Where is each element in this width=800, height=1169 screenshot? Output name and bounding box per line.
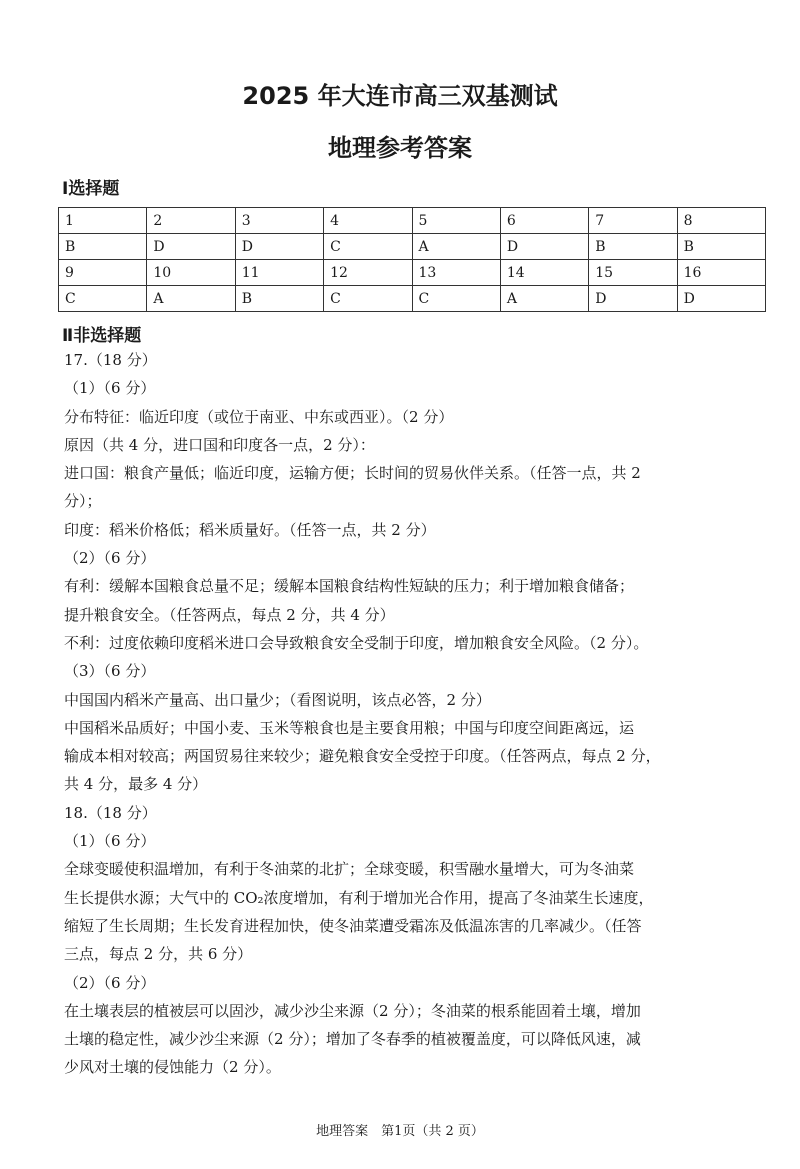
table-cell: B bbox=[59, 234, 147, 260]
answer-line: （2）（6 分） bbox=[64, 973, 156, 992]
answer-row bbox=[59, 234, 766, 260]
answer-line: 17.（18 分） bbox=[64, 351, 157, 369]
answer-line: 分布特征：临近印度（或位于南亚、中东或西亚）。（2 分） bbox=[64, 407, 454, 426]
table-cell: B bbox=[235, 286, 323, 312]
answer-line: 共 4 分，最多 4 分） bbox=[64, 775, 208, 794]
table-cell: B bbox=[677, 234, 765, 260]
document-subtitle: 地理参考答案 bbox=[328, 134, 472, 162]
answer-line: 分）； bbox=[64, 492, 102, 511]
table-cell: 10 bbox=[147, 260, 235, 286]
table-cell: 6 bbox=[500, 208, 588, 234]
table-cell: 12 bbox=[324, 260, 412, 286]
table-cell: 2 bbox=[147, 208, 235, 234]
table-cell: 13 bbox=[412, 260, 500, 286]
answer-line: （3）（6 分） bbox=[64, 662, 156, 681]
table-cell: 7 bbox=[589, 208, 677, 234]
table-cell: D bbox=[677, 286, 765, 312]
table-cell: C bbox=[412, 286, 500, 312]
table-cell: C bbox=[324, 234, 412, 260]
table-cell: 4 bbox=[324, 208, 412, 234]
answer-line: 缩短了生长周期；生长发育进程加快，使冬油菜遭受霜冻及低温冻害的几率减少。（任答 bbox=[64, 916, 642, 935]
answer-line: 土壤的稳定性，减少沙尘来源（2 分）；增加了冬春季的植被覆盖度，可以降低风速，减 bbox=[64, 1030, 641, 1049]
answer-line: 全球变暖使积温增加，有利于冬油菜的北扩；全球变暖，积雪融水量增大，可为冬油菜 bbox=[64, 860, 635, 879]
answer-line: 输成本相对较高；两国贸易往来较少；避免粮食安全受控于印度。（任答两点，每点 2 分， bbox=[64, 747, 661, 766]
table-cell: 16 bbox=[677, 260, 765, 286]
table-cell: D bbox=[235, 234, 323, 260]
table-cell: 11 bbox=[235, 260, 323, 286]
table-cell: B bbox=[589, 234, 677, 260]
table-cell: D bbox=[500, 234, 588, 260]
answer-line: 不利：过度依赖印度稻米进口会导致粮食安全受制于印度，增加粮食安全风险。（2 分）。 bbox=[64, 633, 649, 652]
answer-line: 中国稻米品质好；中国小麦、玉米等粮食也是主要食用粮；中国与印度空间距离远，运 bbox=[64, 718, 635, 737]
answer-line: 少风对土壤的侵蚀能力（2 分）。 bbox=[64, 1058, 281, 1077]
table-cell: C bbox=[59, 286, 147, 312]
answer-line: （1）（6 分） bbox=[64, 832, 156, 851]
table-cell: A bbox=[500, 286, 588, 312]
answer-row bbox=[59, 286, 766, 312]
question-number-row bbox=[59, 260, 766, 286]
answer-line: 原因（共 4 分，进口国和印度各一点，2 分）： bbox=[64, 435, 375, 454]
answer-line: 三点，每点 2 分，共 6 分） bbox=[64, 945, 253, 964]
table-cell: 8 bbox=[677, 208, 765, 234]
answer-line: 在土壤表层的植被层可以固沙，减少沙尘来源（2 分）；冬油菜的根系能固着土壤，增加 bbox=[64, 1001, 641, 1020]
table-cell: C bbox=[324, 286, 412, 312]
table-cell: 5 bbox=[412, 208, 500, 234]
table-cell: 9 bbox=[59, 260, 147, 286]
question-number-row bbox=[59, 208, 766, 234]
answer-line: （2）（6 分） bbox=[64, 549, 156, 568]
answer-line: 进口国：粮食产量低；临近印度，运输方便；长时间的贸易伙伴关系。（任答一点，共 2 bbox=[64, 464, 641, 483]
answer-table bbox=[58, 207, 766, 312]
answer-line: 18.（18 分） bbox=[64, 803, 157, 822]
table-cell: 1 bbox=[59, 208, 147, 234]
answer-line: 提升粮食安全。（任答两点，每点 2 分，共 4 分） bbox=[64, 605, 395, 624]
table-cell: A bbox=[412, 234, 500, 260]
answer-line: 有利：缓解本国粮食总量不足；缓解本国粮食结构性短缺的压力；利于增加粮食储备； bbox=[64, 577, 635, 596]
section-heading-nonchoice: Ⅱ非选择题 bbox=[62, 326, 142, 346]
answer-line: 印度：稻米价格低；稻米质量好。（任答一点，共 2 分） bbox=[64, 520, 436, 539]
table-cell: D bbox=[147, 234, 235, 260]
section-heading-choice: Ⅰ选择题 bbox=[62, 179, 120, 199]
document-title: 2025 年大连市高三双基测试 bbox=[242, 82, 558, 110]
table-cell: 15 bbox=[589, 260, 677, 286]
table-cell: A bbox=[147, 286, 235, 312]
answer-body bbox=[64, 346, 764, 1082]
answer-line: （1）（6 分） bbox=[64, 379, 156, 398]
page-footer: 地理答案 第1页（共 2 页） bbox=[316, 1124, 484, 1139]
answer-line: 生长提供水源；大气中的 CO₂浓度增加，有利于增加光合作用，提高了冬油菜生长速度， bbox=[64, 888, 654, 907]
table-cell: 3 bbox=[235, 208, 323, 234]
table-cell: 14 bbox=[500, 260, 588, 286]
answer-line: 中国国内稻米产量高、出口量少；（看图说明，该点必答，2 分） bbox=[64, 690, 491, 709]
table-cell: D bbox=[589, 286, 677, 312]
